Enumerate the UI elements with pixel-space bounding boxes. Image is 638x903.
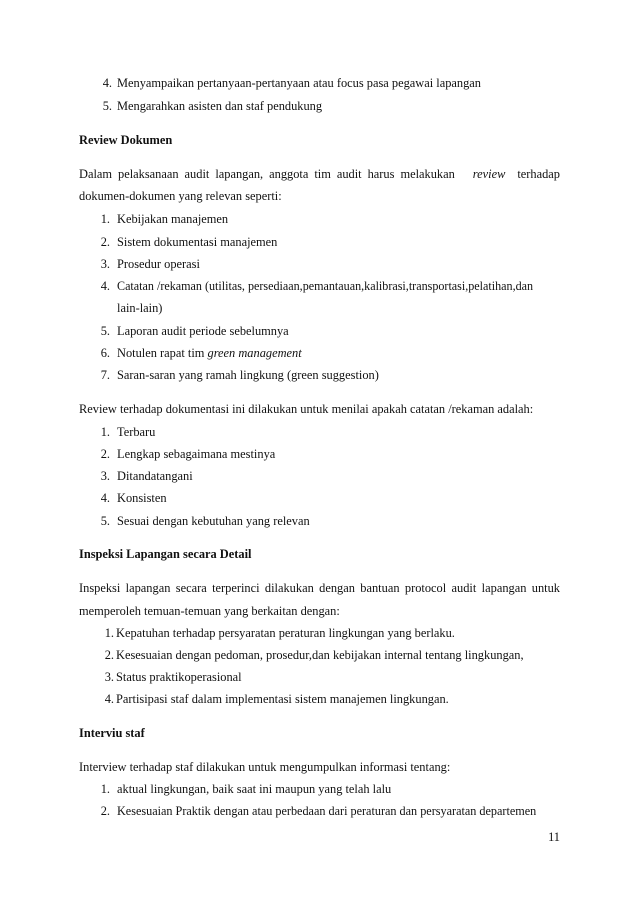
paragraph-line: memperoleh temuan-temuan yang berkaitan dengan: — [79, 604, 340, 618]
paragraph-line: Interview terhadap staf dilakukan untuk mengumpulkan informasi tentang: — [79, 760, 451, 774]
list-item: Lengkap sebagaimana mestinya — [117, 447, 276, 461]
list-number: 7. — [100, 368, 110, 382]
paragraph-line: dokumen-dokumen yang relevan seperti: — [79, 189, 282, 203]
paragraph-line: Inspeksi lapangan secara terperinci dilakukan dengan bantuan protocol audit lapangan untuk — [79, 581, 560, 595]
list-item: Partisipasi staf dalam implementasi sistem manajemen lingkungan. — [116, 692, 449, 706]
list-item: Kepatuhan terhadap persyaratan peraturan lingkungan yang berlaku. — [116, 626, 455, 640]
list-number: 1. — [104, 626, 114, 640]
list-number: 3. — [100, 469, 110, 483]
page-number: 11 — [548, 830, 560, 844]
list-item: Konsisten — [117, 491, 167, 505]
list-number: 5. — [100, 514, 110, 528]
list-item: Prosedur operasi — [117, 257, 200, 271]
list-item: Kesesuaian dengan pedoman, prosedur,dan kebijakan internal tentang lingkungan, — [116, 648, 524, 662]
list-number: 1. — [100, 782, 110, 796]
list-item: Ditandatangani — [117, 469, 193, 483]
list-number: 2. — [104, 648, 114, 662]
list-item: Kebijakan manajemen — [117, 212, 229, 226]
section-heading-interviu: Interviu staf — [79, 726, 145, 740]
list-number: 5. — [100, 324, 110, 338]
list-item: Kesesuaian Praktik dengan atau perbedaan dari peraturan dan persyaratan departemen — [117, 804, 537, 818]
list-item: Saran-saran yang ramah lingkung (green suggestion) — [117, 368, 379, 382]
list-item: Catatan /rekaman (utilitas, persediaan,pemantauan,kalibrasi,transportasi,pelatihan,dan — [117, 279, 534, 293]
list-item: Status praktikoperasional — [116, 670, 242, 684]
list-number: 4. — [100, 279, 110, 293]
list-number: 6. — [100, 346, 110, 360]
list-number: 4. — [102, 76, 112, 90]
list-number: 1. — [100, 425, 110, 439]
list-number: 4. — [104, 692, 114, 706]
list-number: 2. — [100, 235, 110, 249]
section-heading-review: Review Dokumen — [79, 133, 173, 147]
list-number: 2. — [100, 447, 110, 461]
list-number: 2. — [100, 804, 110, 818]
list-item-continuation: lain-lain) — [117, 301, 163, 315]
section-heading-inspeksi: Inspeksi Lapangan secara Detail — [79, 547, 252, 561]
list-number: 4. — [100, 491, 110, 505]
list-number: 3. — [104, 670, 114, 684]
paragraph-line: Review terhadap dokumentasi ini dilakukan untuk menilai apakah catatan /rekaman adalah: — [79, 402, 534, 416]
list-item: Notulen rapat tim green management — [117, 346, 302, 360]
list-item: Sesuai dengan kebutuhan yang relevan — [117, 514, 310, 528]
list-item: Mengarahkan asisten dan staf pendukung — [117, 99, 323, 113]
list-number: 3. — [100, 257, 110, 271]
paragraph-line: Dalam pelaksanaan audit lapangan, anggota tim audit harus melakukan review terhadap — [79, 167, 560, 181]
list-item: aktual lingkungan, baik saat ini maupun yang telah lalu — [117, 782, 392, 796]
list-number: 1. — [100, 212, 110, 226]
list-number: 5. — [102, 99, 112, 113]
list-item: Sistem dokumentasi manajemen — [117, 235, 278, 249]
list-item: Terbaru — [117, 425, 156, 439]
list-item: Menyampaikan pertanyaan-pertanyaan atau focus pasa pegawai lapangan — [117, 76, 481, 90]
list-item: Laporan audit periode sebelumnya — [117, 324, 289, 338]
